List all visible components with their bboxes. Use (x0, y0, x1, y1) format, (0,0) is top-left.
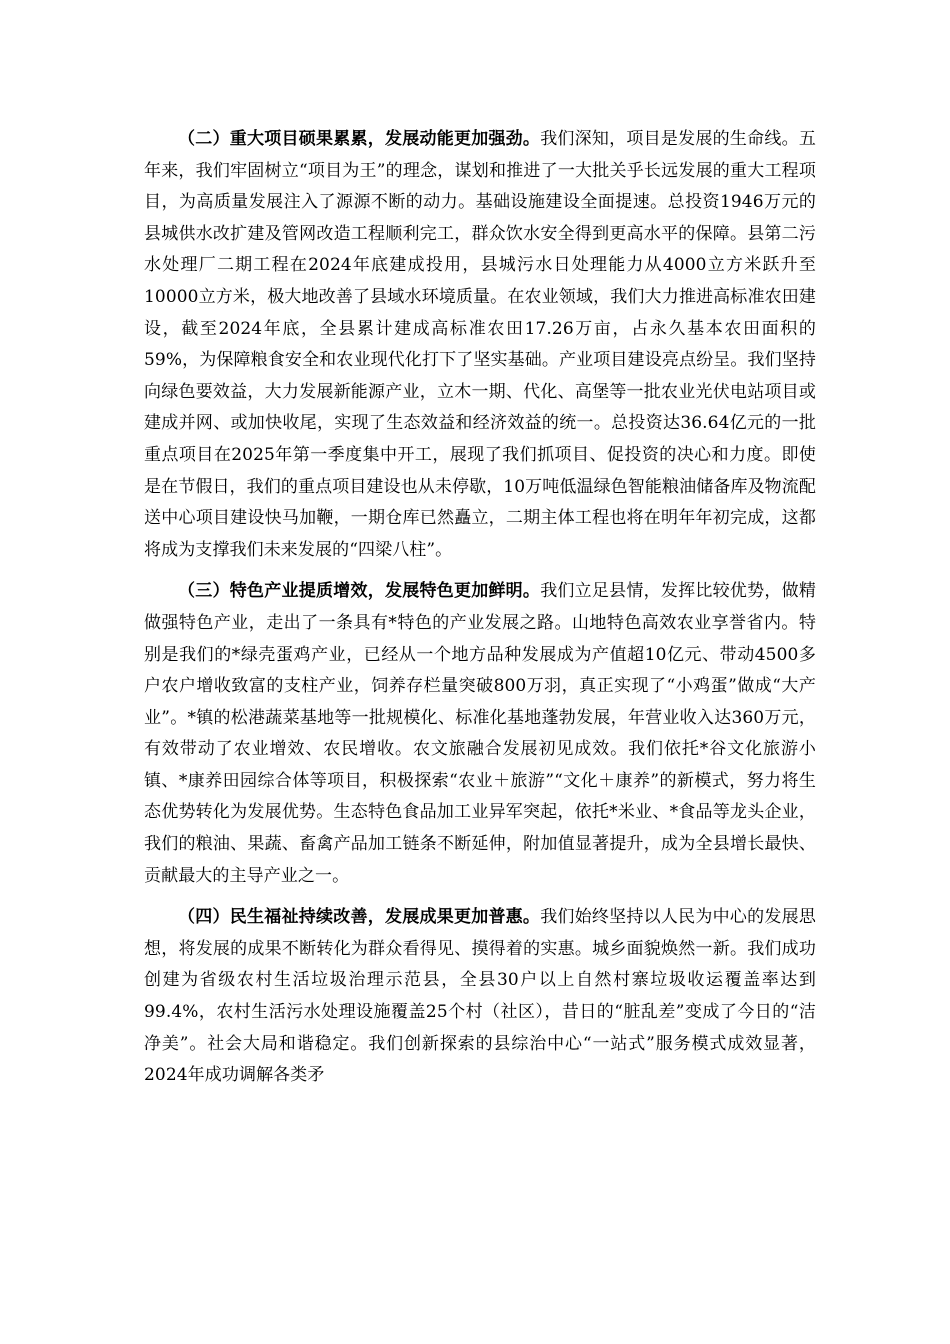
paragraph-heading: （四）民生福祉持续改善，发展成果更加普惠。 (178, 907, 541, 928)
paragraph-heading: （三）特色产业提质增效，发展特色更加鲜明。 (178, 581, 541, 602)
paragraph-characteristic-industries (144, 576, 816, 892)
paragraph-text: 我们深知，项目是发展的生命线。五年来，我们牢固树立“项目为王”的理念，谋划和推进了一大批关乎长远发展的重大工程项目，为高质量发展注入了源源不断的动力。基础设施建设全面提速。总投资1946万元的县城供水改扩建及管网改造工程顺利完工，群众饮水安全得到更高水平的保障。县第二污水处理厂二期工程在2024年底建成投用，县城污水日处理能力从4000立方米跃升至10000立方米，极大地改善了县域水环境质量。在农业领域，我们大力推进高标准农田建设，截至2024年底，全县累计建成高标准农田17.26万亩，占永久基本农田面积的59%，为保障粮食安全和农业现代化打下了坚实基础。产业项目建设亮点纷呈。我们坚持向绿色要效益，大力发展新能源产业，立木一期、代化、高堡等一批农业光伏电站项目或建成并网、或加快收尾，实现了生态效益和经济效益的统一。总投资达36.64亿元的一批重点项目在2025年第一季度集中开工，展现了我们抓项目、促投资的决心和力度。即使是在节假日，我们的重点项目建设也从未停歇，10万吨低温绿色智能粮油储备库及物流配送中心项目建设快马加鞭，一期仓库已然矗立，二期主体工程也将在明年年初完成，这都将成为支撑我们未来发展的“四梁八柱”。 (144, 129, 816, 560)
paragraph-livelihood (144, 902, 816, 1092)
paragraph-heading: （二）重大项目硕果累累，发展动能更加强劲。 (178, 129, 541, 149)
paragraph-text: 我们立足县情，发挥比较优势，做精做强特色产业，走出了一条具有*特色的产业发展之路。山地特色高效农业享誉省内。特别是我们的*绿壳蛋鸡产业，已经从一个地方品种发展成为产值超10亿元、带动4500多户农户增收致富的支柱产业，饲养存栏量突破800万羽，真正实现了“小鸡蛋”做成“大产业”。*镇的松港蔬菜基地等一批规模化、标准化基地蓬勃发展，年营业收入达360万元，有效带动了农业增效、农民增收。农文旅融合发展初见成效。我们依托*谷文化旅游小镇、*康养田园综合体等项目，积极探索“农业＋旅游”“文化＋康养”的新模式，努力将生态优势转化为发展优势。生态特色食品加工业异军突起，依托*米业、*食品等龙头企业，我们的粮油、果蔬、畜禽产品加工链条不断延伸，附加值显著提升，成为全县增长最快、贡献最大的主导产业之一。 (144, 581, 816, 886)
paragraph-text: 我们始终坚持以人民为中心的发展思想，将发展的成果不断转化为群众看得见、摸得着的实惠。城乡面貌焕然一新。我们成功创建为省级农村生活垃圾治理示范县，全县30户以上自然村寨垃圾收运覆盖率达到99.4%，农村生活污水处理设施覆盖25个村（社区），昔日的“脏乱差”变成了今日的“洁净美”。社会大局和谐稳定。我们创新探索的县综治中心“一站式”服务模式成效显著，2024年成功调解各类矛 (144, 907, 816, 1086)
document-body (144, 124, 816, 1102)
paragraph-major-projects (144, 124, 816, 566)
